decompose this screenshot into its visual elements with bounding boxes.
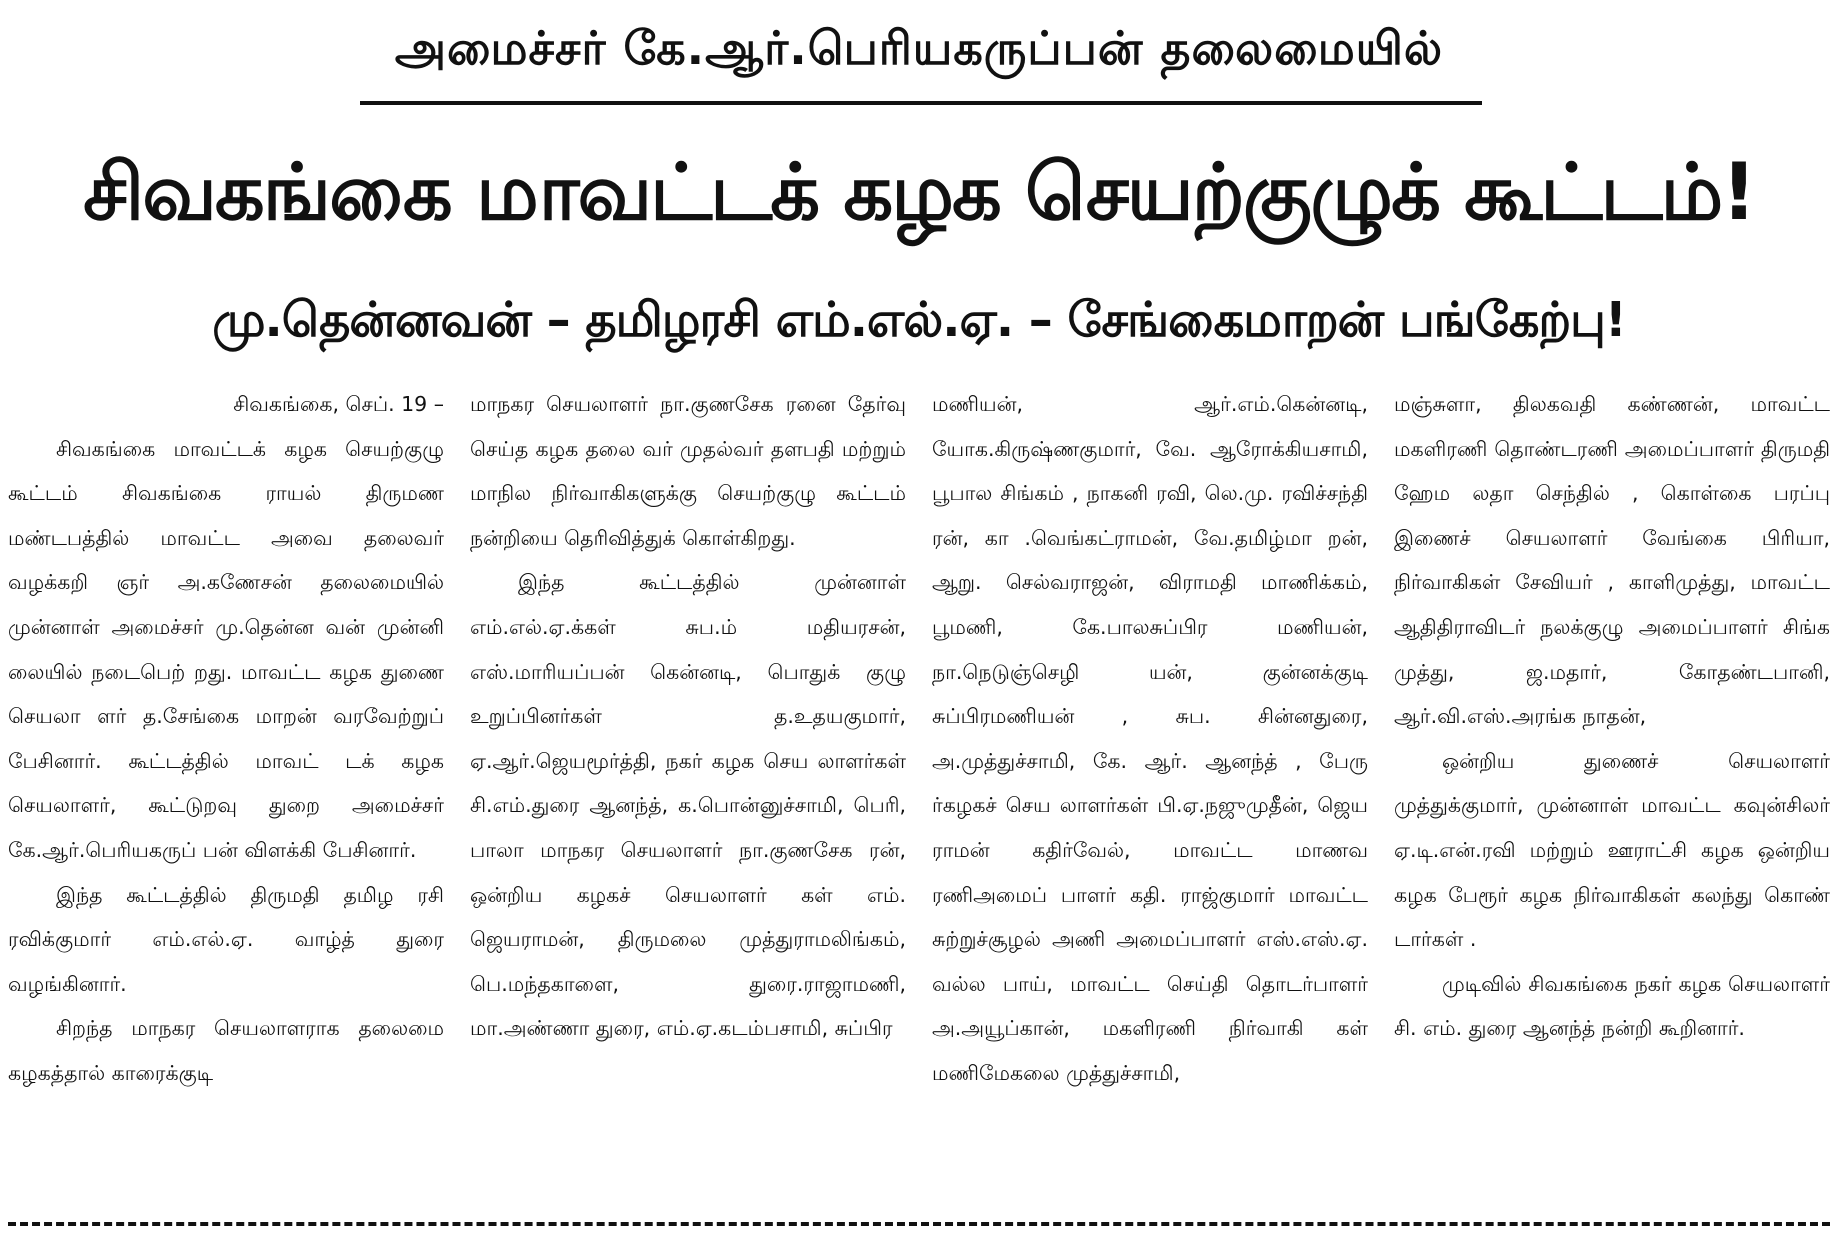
article-column-2 (470, 382, 906, 1196)
article-paragraph: மஞ்சுளா, திலகவதி கண்ணன், மாவட்ட மகளிரணி தொண்டரணி அமைப்பாளர் திருமதி ஹேம லதா செந்தில் , கொள்கை பரப்பு இணைச் செயலாளர் வேங்கை பிரியா, நிர்வாகிகள் சேவியர் , காளிமுத்து, மாவட்ட ஆதிதிராவிடர் நலக்குழு அமைப்பாளர் சிங்க முத்து, ஜ.மதார், கோதண்டபானி, ஆர்.வி.எஸ்.அரங்க நாதன், (1394, 392, 1830, 729)
main-headline: சிவகங்கை மாவட்டக் கழக செயற்குழுக் கூட்டம்! (83, 148, 1755, 238)
article-paragraph: இந்த கூட்டத்தில் முன்னாள் எம்.எல்.ஏ.க்கள் சுப.ம் மதியரசன், எஸ்.மாரியப்பன் கென்னடி, பொதுக் குழு உறுப்பினர்கள் த.உதயகுமார், ஏ.ஆர்.ஜெயமூர்த்தி, நகர் கழக செய லாளர்கள் சி.எம்.துரை ஆனந்த், க.பொன்னுச்சாமி, பெரி, பாலா மாநகர செயலாளர் நா.குணசேக ரன், ஒன்றிய கழகச் செயலாளர் கள் எம். ஜெயராமன், திருமலை முத்துராமலிங்கம், பெ.மந்தகாளை, துரை.ராஜாமணி, மா.அண்ணா துரை, எம்.ஏ.கடம்பசாமி, சுப்பிர (470, 570, 906, 1041)
article-paragraph: மணியன், ஆர்.எம்.கென்னடி, யோக.கிருஷ்ணகுமார், வே. ஆரோக்கியசாமி, பூபால சிங்கம் , நாகனி ரவி, லெ.மு. ரவிச்சந்தி ரன், கா .வெங்கட்ராமன், வே.தமிழ்மா றன், ஆறு. செல்வராஜன், விராமதி மாணிக்கம், பூமணி, கே.பாலசுப்பிர மணியன், நா.நெடுஞ்செழி யன், குன்னக்குடி சுப்பிரமணியன் , சுப. சின்னதுரை, அ.முத்துச்சாமி, கே. ஆர். ஆனந்த் , பேரு ர்கழகச் செய லாளர்கள் பி.ஏ.நஜுமுதீன், ஜெய ராமன் கதிர்வேல், மாவட்ட மாணவ ரணிஅமைப் பாளர் கதி. ராஜ்குமார் மாவட்ட சுற்றுச்சூழல் அணி அமைப்பாளர் எஸ்.எஸ்.ஏ. வல்ல பாய், மாவட்ட செய்தி தொடர்பாளர் அ.அயூப்கான், மகளிரணி நிர்வாகி கள் மணிமேகலை முத்துச்சாமி, (932, 392, 1368, 1085)
article-body (8, 382, 1830, 1196)
bottom-dashed-rule (8, 1222, 1830, 1226)
article-paragraph: இந்த கூட்டத்தில் திருமதி தமிழ ரசி ரவிக்குமார் எம்.எல்.ஏ. வாழ்த் துரை வழங்கினார். (8, 882, 444, 996)
kicker-underline (360, 101, 1482, 105)
article-paragraph: சிவகங்கை மாவட்டக் கழக செயற்குழு கூட்டம் சிவகங்கை ராயல் திருமண மண்டபத்தில் மாவட்ட அவை தலைவர் வழக்கறி ஞர் அ.கணேசன் தலைமையில் முன்னாள் அமைச்சர் மு.தென்ன வன் முன்னி லையில் நடைபெற் றது. மாவட்ட கழக துணை செயலா ளர் த.சேங்கை மாறன் வரவேற்றுப் பேசினார். கூட்டத்தில் மாவட் டக் கழக செயலாளர், கூட்டுறவு துறை அமைச்சர் கே.ஆர்.பெரியகருப் பன் விளக்கி பேசினார். (8, 436, 444, 862)
sub-headline: மு.தென்னவன் – தமிழரசி எம்.எல்.ஏ. – சேங்கைமாறன் பங்கேற்பு! (212, 292, 1626, 348)
article-paragraph: சிறந்த மாநகர செயலாளராக தலைமை கழகத்தால் காரைக்குடி (8, 1016, 444, 1085)
article-column-1 (8, 382, 444, 1196)
kicker-headline: அமைச்சர் கே.ஆர்.பெரியகருப்பன் தலைமையில் (394, 21, 1444, 75)
article-paragraph: முடிவில் சிவகங்கை நகர் கழக செயலாளர் சி. எம். துரை ஆனந்த் நன்றி கூறினார். (1394, 971, 1830, 1041)
article-column-4 (1394, 382, 1830, 1196)
article-paragraph: ஒன்றிய துணைச் செயலாளர் முத்துக்குமார், முன்னாள் மாவட்ட கவுன்சிலர் ஏ.டி.என்.ரவி மற்றும் ஊராட்சி கழக ஒன்றிய கழக பேரூர் கழக நிர்வாகிகள் கலந்து கொண் டார்கள் . (1394, 748, 1830, 952)
dateline: சிவகங்கை, செப். 19 – (233, 392, 444, 416)
article-paragraph: மாநகர செயலாளர் நா.குணசேக ரனை தேர்வு செய்த கழக தலை வர் முதல்வர் தளபதி மற்றும் மாநில நிர்வாகிகளுக்கு செயற்குழு கூட்டம் நன்றியை தெரிவித்துக் கொள்கிறது. (470, 392, 906, 550)
article-column-3 (932, 382, 1368, 1196)
